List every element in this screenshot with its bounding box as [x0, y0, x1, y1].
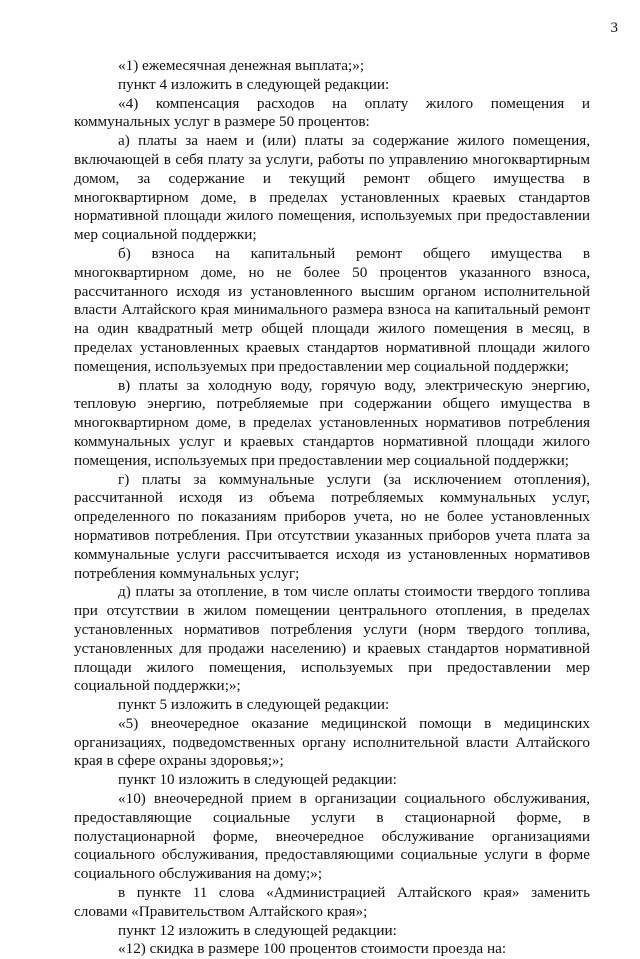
paragraph: пункт 12 изложить в следующей редакции:: [118, 921, 397, 939]
paragraph: а) платы за наем и (или) платы за содержание жилого помещения, включающей в себя плату за услуги, работы по управлению многоквартирным домом, за содержание и текущий ремонт общего имущества в многоквартирном доме, в пределах установленных краевых стандартов нормативной площади жилого помещения, используемых при предоставлении мер социальной поддержки;: [74, 132, 590, 244]
paragraph: «4) компенсация расходов на оплату жилого помещения и коммунальных услуг в размере 50 процентов:: [74, 94, 590, 131]
paragraph: г) платы за коммунальные услуги (за исключением отопления), рассчитанной исходя из объема потребляемых коммунальных услуг, определенного по показаниям приборов учета, но не более установленных нормативов потребления. При отсутствии указанных приборов учета плата за коммунальные услуги рассчитывается исходя из установленных нормативов потребления коммунальных услуг;: [74, 470, 590, 582]
paragraph: пункт 5 изложить в следующей редакции:: [118, 696, 390, 714]
paragraph: «10) внеочередной прием в организации социального обслуживания, предоставляющие социальные услуги в стационарной форме, в полустационарной форме, внеочередное обслуживание организациями социального обслуживания, предоставляющими социальные услуги в форме социального обслуживания на дому;»;: [74, 790, 590, 883]
paragraph: «5) внеочередное оказание медицинской помощи в медицинских организациях, подведомственных органу исполнительной власти Алтайского края в сфере охраны здоровья;»;: [74, 714, 590, 770]
page-number: 3: [610, 20, 618, 36]
paragraph: д) платы за отопление, в том числе оплаты стоимости твердого топлива при отсутствии в жилом помещении центрального отопления, в пределах установленных нормативов потребления услуги (норм твердого топлива, установленных для продажи населению) и краевых стандартов нормативной площади жилого помещения, используемых при предоставлении мер социальной поддержки;»;: [74, 583, 590, 695]
paragraph: «1) ежемесячная денежная выплата;»;: [118, 57, 365, 74]
document-body: [74, 57, 590, 959]
paragraph: б) взноса на капитальный ремонт общего имущества в многоквартирном доме, но не более 50 процентов указанного взноса, рассчитанного исходя из установленного высшим органом исполнительной власти Алтайского края минимального размера взноса на капитальный ремонт на один квадратный метр общей площади жилого помещения в месяц, в пределах установленных краевых стандартов нормативной площади жилого помещения, используемых при предоставлении мер социальной поддержки;: [74, 244, 590, 375]
paragraph: в) платы за холодную воду, горячую воду, электрическую энергию, тепловую энергию, потребляемые при содержании общего имущества в многоквартирном доме, в пределах установленных нормативов потребления коммунальных услуг и краевых стандартов нормативной площади жилого помещения, используемых при предоставлении мер социальной поддержки;: [74, 376, 590, 469]
paragraph: пункт 10 изложить в следующей редакции:: [118, 771, 397, 789]
paragraph: пункт 4 изложить в следующей редакции:: [118, 75, 390, 93]
paragraph: в пункте 11 слова «Администрацией Алтайского края» заменить словами «Правительством Алтайского края»;: [74, 884, 590, 920]
paragraph: «12) скидка в размере 100 процентов стоимости проезда на:: [118, 940, 507, 958]
